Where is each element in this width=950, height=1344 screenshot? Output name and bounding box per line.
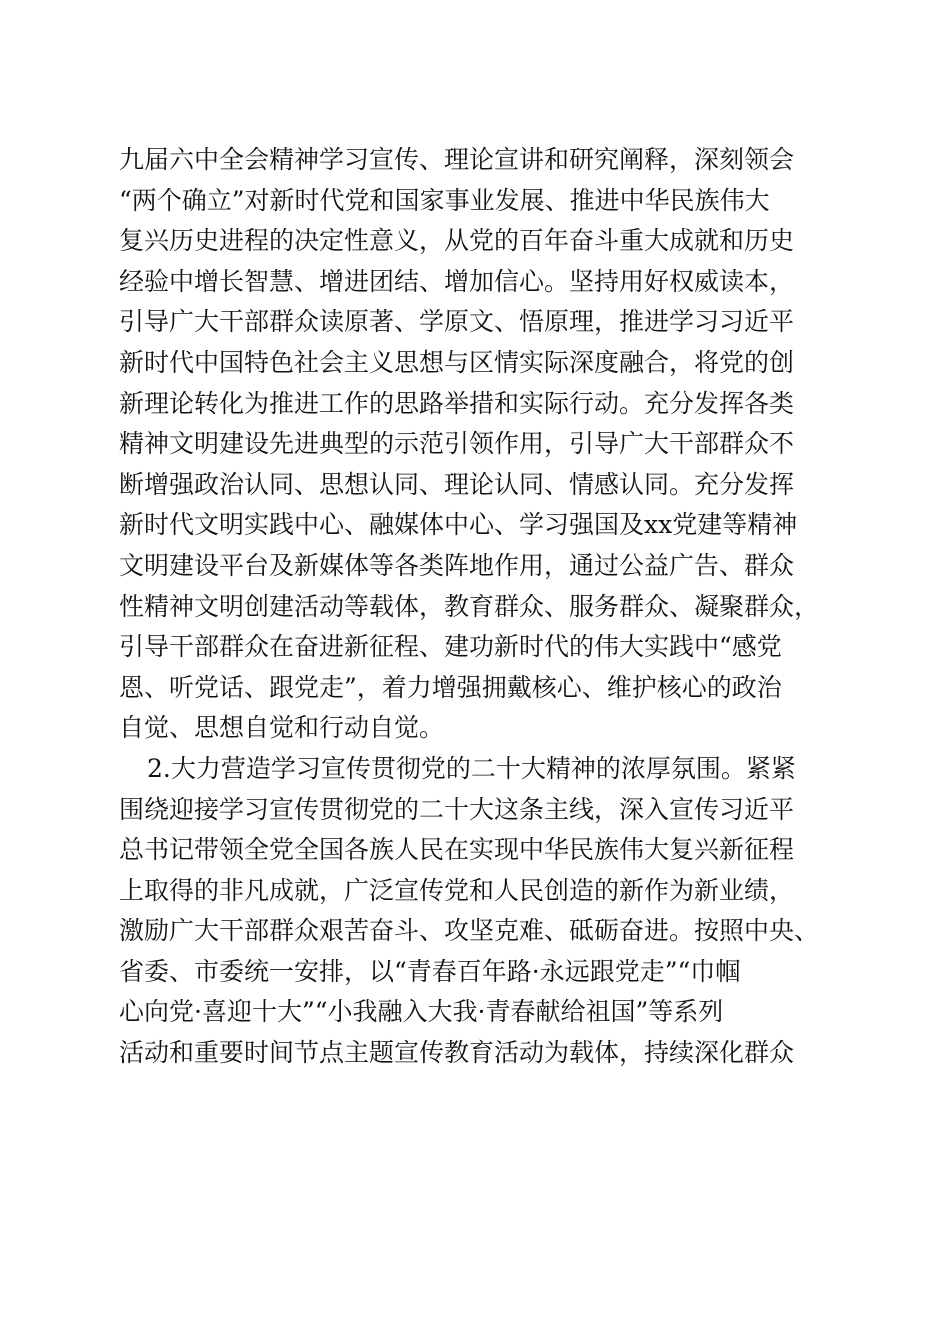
paragraph-line: 新理论转化为推进工作的思路举措和实际行动。充分发挥各类 [119, 388, 795, 418]
paragraph-line: 性精神文明创建活动等载体，教育群众、服务群众、凝聚群众， [119, 591, 820, 621]
paragraph-line: 新时代中国特色社会主义思想与区情实际深度融合，将党的创 [119, 347, 795, 377]
paragraph-line: 自觉、思想自觉和行动自觉。 [119, 713, 445, 743]
paragraph-line: 围绕迎接学习宣传贯彻党的二十大这条主线，深入宣传习近平 [119, 794, 795, 824]
paragraph-line: 总书记带领全党全国各族人民在实现中华民族伟大复兴新征程 [119, 835, 795, 865]
paragraph-line: 省委、市委统一安排，以“青春百年路·永远跟党走”“巾帼 [119, 956, 741, 986]
paragraph-line: 经验中增长智慧、增进团结、增加信心。坚持用好权威读本， [119, 266, 795, 296]
paragraph-line: 精神文明建设先进典型的示范引领作用，引导广大干部群众不 [119, 429, 795, 459]
paragraph-line: 心向党·喜迎十大”“小我融入大我·青春献给祖国”等系列 [119, 997, 724, 1027]
paragraph-line: 引导广大干部群众读原著、学原文、悟原理，推进学习习近平 [119, 307, 795, 337]
paragraph-1 [119, 140, 859, 749]
paragraph-line: 断增强政治认同、思想认同、理论认同、情感认同。充分发挥 [119, 469, 795, 499]
paragraph-heading-line: 2.大力营造学习宣传贯彻党的二十大精神的浓厚氛围。紧紧 [147, 753, 796, 783]
paragraph-2 [119, 749, 859, 1074]
paragraph-line: “两个确立”对新时代党和国家事业发展、推进中华民族伟大 [119, 185, 770, 215]
body-text [119, 140, 859, 1074]
paragraph-line: 新时代文明实践中心、融媒体中心、学习强国及xx党建等精神 [119, 510, 798, 540]
paragraph-line: 恩、听党话、跟党走”，着力增强拥戴核心、维护核心的政治 [119, 672, 782, 702]
paragraph-line: 活动和重要时间节点主题宣传教育活动为载体，持续深化群众 [119, 1038, 795, 1068]
paragraph-line: 上取得的非凡成就，广泛宣传党和人民创造的新作为新业绩， [119, 875, 795, 905]
paragraph-line: 激励广大干部群众艰苦奋斗、攻坚克难、砥砺奋进。按照中央、 [119, 916, 820, 946]
paragraph-line: 引导干部群众在奋进新征程、建功新时代的伟大实践中“感党 [119, 632, 782, 662]
paragraph-line: 文明建设平台及新媒体等各类阵地作用，通过公益广告、群众 [119, 550, 795, 580]
paragraph-line: 复兴历史进程的决定性意义，从党的百年奋斗重大成就和历史 [119, 226, 795, 256]
paragraph-line: 九届六中全会精神学习宣传、理论宣讲和研究阐释，深刻领会 [119, 145, 795, 174]
